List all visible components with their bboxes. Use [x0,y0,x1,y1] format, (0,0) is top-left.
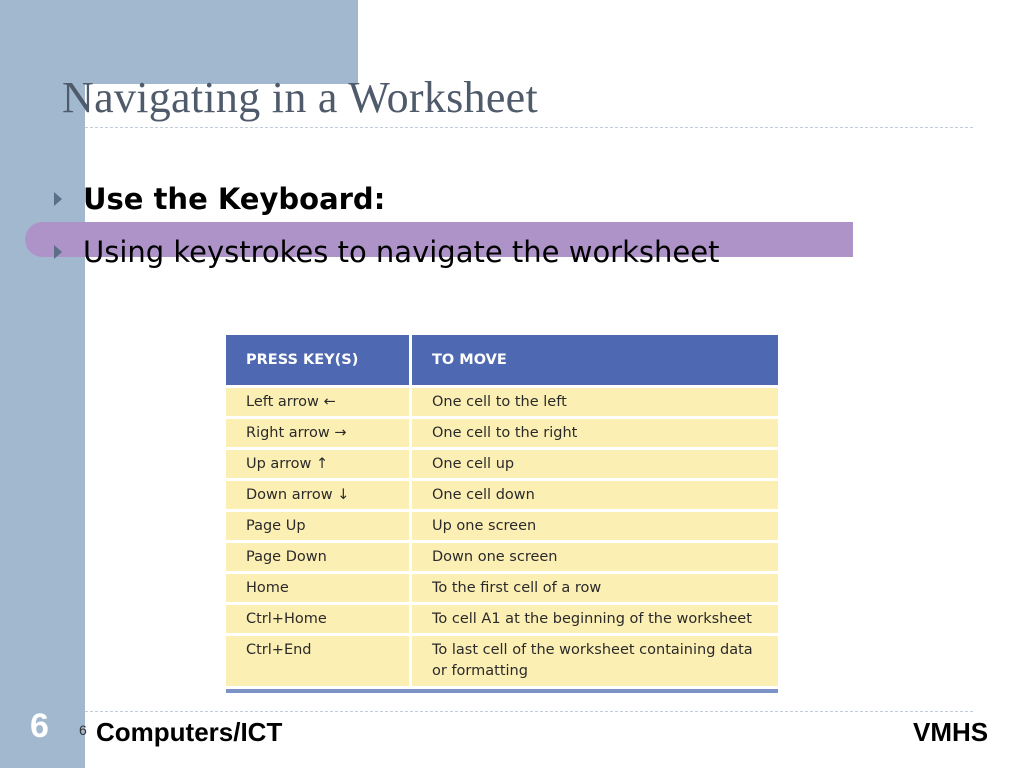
table-row [226,419,778,447]
footer-divider [85,711,973,712]
bullet-item-1 [54,182,385,216]
key-cell: Page Up [226,512,409,540]
move-cell: Down one screen [412,543,778,571]
table-row [226,636,778,686]
bullet-item-2 [54,235,719,269]
table-row [226,388,778,416]
title-divider [85,127,973,128]
move-cell: One cell to the right [412,419,778,447]
move-cell: One cell down [412,481,778,509]
table-row [226,543,778,571]
bullet-arrow-icon [54,192,62,206]
slide-number: 6 [30,707,49,745]
move-cell: Up one screen [412,512,778,540]
move-cell: One cell to the left [412,388,778,416]
table-row [226,605,778,633]
move-cell: One cell up [412,450,778,478]
move-cell: To cell A1 at the beginning of the worksheet [412,605,778,633]
key-cell: Right arrow → [226,419,409,447]
keystroke-table [226,335,778,693]
bullet-text: Use the Keyboard: [83,182,386,216]
move-cell: To last cell of the worksheet containing data or formatting [412,636,778,686]
key-cell: Up arrow ↑ [226,450,409,478]
table-bottom-border [226,689,778,693]
bullet-text: Using keystrokes to navigate the worksheet [83,235,720,269]
slide-number-small: 6 [79,722,87,738]
table-row [226,450,778,478]
key-cell: Ctrl+Home [226,605,409,633]
table-row [226,574,778,602]
key-cell: Page Down [226,543,409,571]
move-cell: To the first cell of a row [412,574,778,602]
key-cell: Ctrl+End [226,636,409,686]
table-header [226,335,778,385]
key-cell: Left arrow ← [226,388,409,416]
key-cell: Down arrow ↓ [226,481,409,509]
table-row [226,481,778,509]
bullet-arrow-icon [54,245,62,259]
footer-course: Computers/ICT [96,717,283,747]
slide-title: Navigating in a Worksheet [62,73,539,122]
table-row [226,512,778,540]
key-cell: Home [226,574,409,602]
header-to-move: TO MOVE [412,335,778,385]
footer-school: VMHS [913,717,989,747]
header-press-keys: PRESS KEY(S) [226,335,409,385]
